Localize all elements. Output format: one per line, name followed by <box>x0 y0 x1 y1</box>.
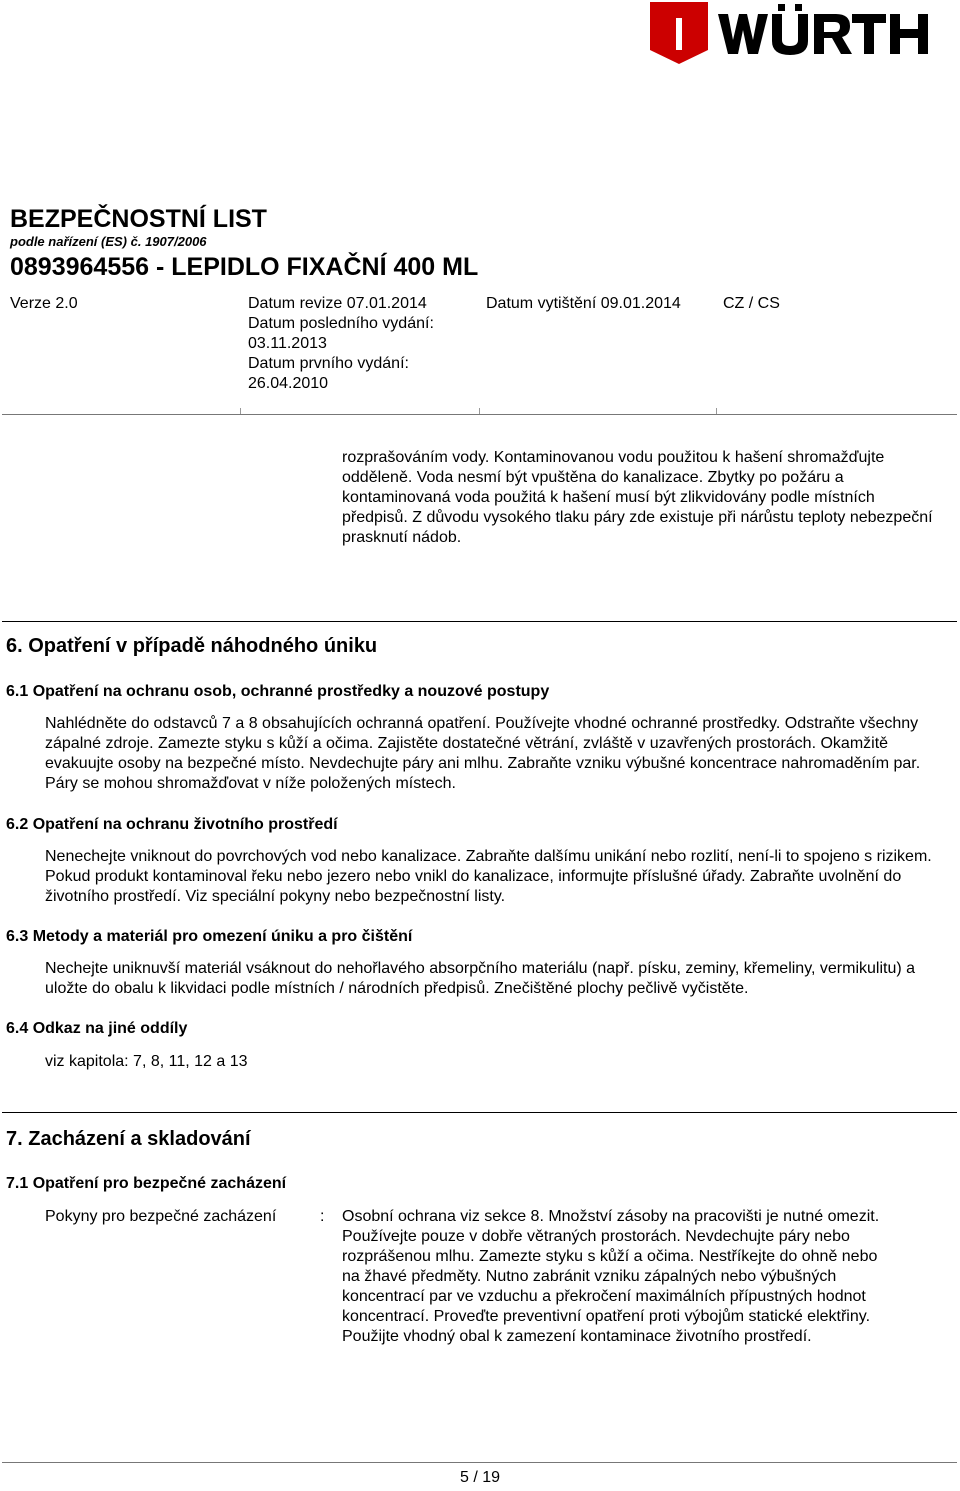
subsection-6-1-heading: 6.1 Opatření na ochranu osob, ochranné prostředky a nouzové postupy <box>6 683 550 700</box>
section-6-title: 6. Opatření v případě náhodného úniku <box>6 635 378 657</box>
subsection-7-1-heading: 7.1 Opatření pro bezpečné zacházení <box>6 1175 287 1192</box>
subsection-6-4-text: viz kapitola: 7, 8, 11, 12 a 13 <box>45 1053 248 1070</box>
product-name: 0893964556 - LEPIDLO FIXAČNÍ 400 ML <box>10 253 479 281</box>
handling-instructions-text: Osobní ochrana viz sekce 8. Množství zásoby na pracovišti je nutné omezit. Používejte pouze v dobře větraných prostorách. Nevdechujte páry nebo rozprášenou mlhu. Zamezte styku s kůží a očima. Nestříkejte do ohně nebo na žhavé předměty. Nutno zabránit vzniku zápalných nebo výbušných koncentrací par ve vzduchu a překročení maximálních přípustných hodnot koncentrací. Proveďte preventivní opatření proti výbojům statické elektřiny. Použijte vhodný obal k zamezení kontaminace životního prostředí. <box>342 1208 880 1345</box>
logo-red-bar-left <box>650 18 676 50</box>
subsection-6-3-text: Nechejte uniknuvší materiál vsáknout do nehořlavého absorpčního materiálu (např. písku, zeminy, křemeliny, vermikulitu) a uložte do obalu k likvidaci podle místních / národních předpisů. Znečištěné plochy pečlivě vyčistěte. <box>45 960 916 997</box>
language-code: CZ / CS <box>723 295 780 312</box>
continued-paragraph: rozprašováním vody. Kontaminovanou vodu použitou k hašení shromažďujte odděleně. Voda nesmí být vpuštěna do kanalizace. Zbytky po požáru a kontaminovaná voda použitá k hašení musí být zlikvidovány podle místních předpisů. Z důvodu vysokého tlaku páry zde existuje při nárůstu teploty nebezpeční prasknutí nádob. <box>342 449 933 546</box>
logo-mark-icon <box>650 2 708 64</box>
subsection-6-2-heading: 6.2 Opatření na ochranu životního prostředí <box>6 816 338 833</box>
label-separator: : <box>320 1208 325 1225</box>
wurth-logo <box>648 0 958 66</box>
subsection-6-1-text: Nahlédněte do odstavců 7 a 8 obsahujících ochranná opatření. Používejte vhodné ochranné prostředky. Odstraňte všechny zápalné zdroje. Zamezte styku s kůží a očima. Zajistěte dostatečné větrání, zvláště v uzavřených prostorách. Okamžitě evakuujte osoby na bezpečné místo. Nevdechujte páry ani mlhu. Zabraňte vzniku výbušné koncentrace nahromaděním par. Páry se mohou shromažďovat v níže položených místech. <box>45 715 921 792</box>
subsection-6-3-heading: 6.3 Metody a materiál pro omezení úniku a pro čištění <box>6 928 413 945</box>
revision-date: Datum revize 07.01.2014 <box>248 295 427 312</box>
header-column-tick <box>716 408 717 414</box>
subsection-6-4-heading: 6.4 Odkaz na jiné oddíly <box>6 1020 188 1037</box>
handling-instructions-label: Pokyny pro bezpečné zacházení <box>45 1208 277 1225</box>
logo-red-bar-top <box>650 2 708 18</box>
header-column-tick <box>240 408 241 414</box>
last-issue-date: 03.11.2013 <box>248 335 327 352</box>
footer-divider <box>2 1462 957 1463</box>
header-column-tick <box>479 408 480 414</box>
print-date: Datum vytištění 09.01.2014 <box>486 295 681 312</box>
section-7-title: 7. Zacházení a skladování <box>6 1128 251 1150</box>
header-divider <box>2 414 957 415</box>
logo-wordmark-icon <box>718 4 928 55</box>
document-title: BEZPEČNOSTNÍ LIST <box>10 205 267 233</box>
logo-red-bar-right <box>682 18 708 50</box>
regulation-subtitle: podle nařízení (ES) č. 1907/2006 <box>10 234 207 249</box>
last-issue-label: Datum posledního vydání: <box>248 315 434 332</box>
logo-red-triangle <box>650 50 708 64</box>
version-label: Verze 2.0 <box>10 295 78 312</box>
first-issue-label: Datum prvního vydání: <box>248 355 409 372</box>
page-number: 5 / 19 <box>459 1469 501 1486</box>
section-7-divider <box>2 1112 957 1113</box>
revision-dates <box>248 294 434 394</box>
section-6-divider <box>2 621 957 622</box>
subsection-6-2-text: Nenechejte vniknout do povrchových vod nebo kanalizace. Zabraňte dalšímu unikání nebo rozlití, není-li to spojeno s rizikem. Pokud produkt kontaminoval řeku nebo jezero nebo vnikl do kanalizace, informujte příslušné úřady. Zabraňte uvolnění do životního prostředí. Viz speciální pokyny nebo bezpečnostní listy. <box>45 848 932 905</box>
first-issue-date: 26.04.2010 <box>248 375 329 392</box>
